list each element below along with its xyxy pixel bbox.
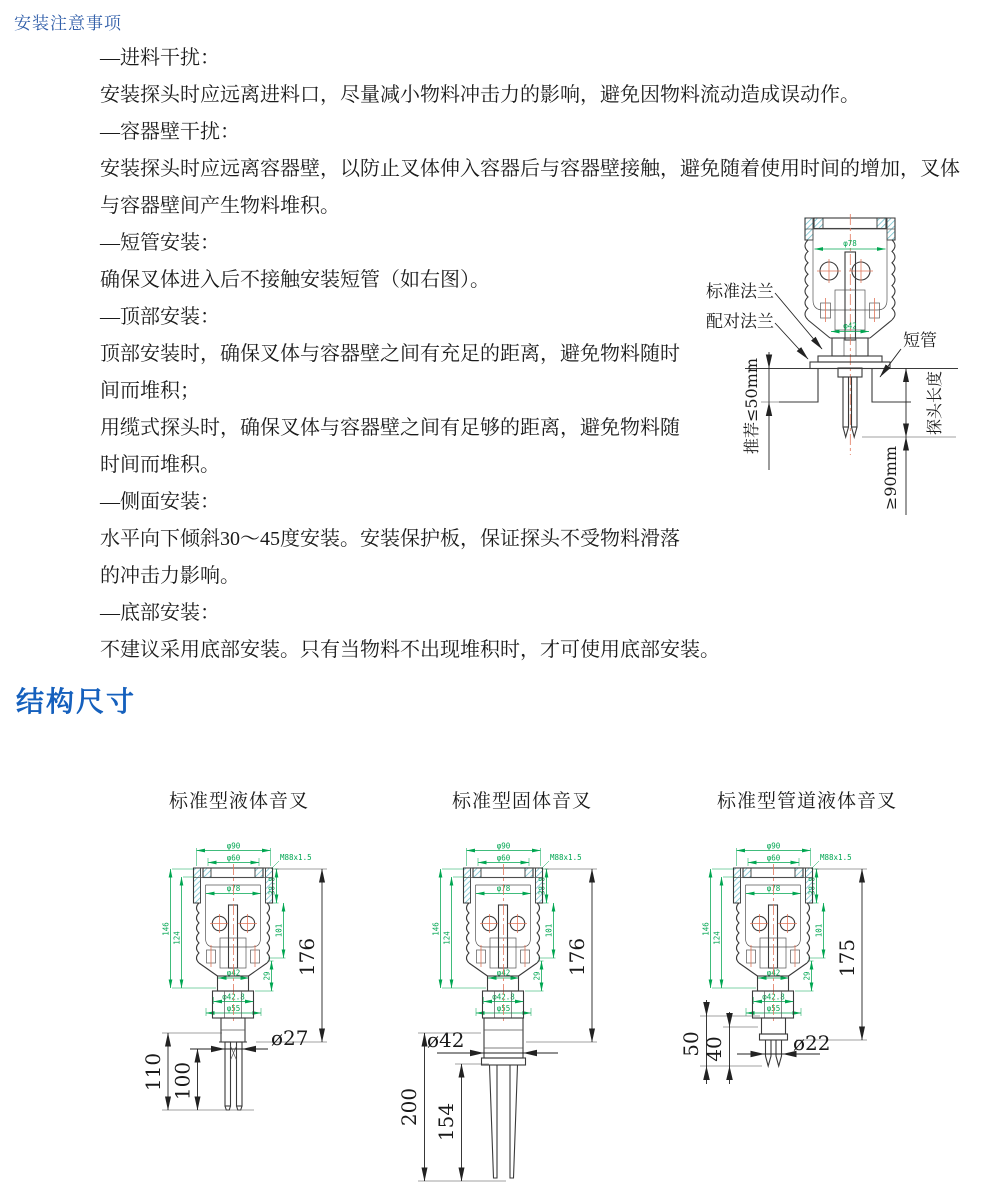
figure-solid-fork bbox=[397, 842, 597, 1182]
fig2-overall-height: 176 bbox=[565, 937, 589, 977]
note-line: —进料干扰： bbox=[100, 47, 220, 69]
fig2-len-inner: 154 bbox=[434, 1102, 458, 1142]
label-probe-length: 探头长度 bbox=[925, 370, 944, 436]
fig1-overall-height: 176 bbox=[295, 937, 319, 977]
figure-title-liquid: 标准型液体音叉 bbox=[168, 791, 309, 812]
note-line: 时间而堆积。 bbox=[100, 454, 220, 476]
page-title: 安装注意事项 bbox=[14, 14, 122, 33]
label-min-clearance: ≥90mm bbox=[881, 445, 900, 511]
note-line: —侧面安装： bbox=[100, 491, 220, 513]
note-line: —短管安装： bbox=[100, 232, 220, 254]
install-dia42-dim: φ42 bbox=[843, 321, 857, 331]
install-annotations bbox=[706, 282, 956, 515]
figure-pipe-liquid-fork bbox=[679, 842, 867, 1085]
note-line: 的冲击力影响。 bbox=[100, 565, 240, 587]
note-line: 顶部安装时，确保叉体与容器壁之间有充足的距离，避免物料随时 bbox=[100, 343, 680, 365]
label-short-pipe: 短管 bbox=[903, 331, 937, 351]
fig2-fork-diameter: ø42 bbox=[427, 1028, 465, 1052]
note-line: —底部安装： bbox=[100, 602, 220, 624]
note-line: —容器壁干扰： bbox=[100, 121, 240, 143]
fig3-overall-height: 175 bbox=[835, 938, 859, 978]
note-line: 水平向下倾斜30～45度安装。安装保护板，保证探头不受物料滑落 bbox=[100, 528, 680, 550]
label-mating-flange: 配对法兰 bbox=[706, 312, 774, 332]
fig1-len-outer: 110 bbox=[141, 1052, 165, 1092]
note-line: 间而堆积； bbox=[100, 380, 200, 402]
fig1-fork-diameter: ø27 bbox=[271, 1026, 309, 1050]
note-line: 确保叉体进入后不接触安装短管（如右图）。 bbox=[100, 269, 490, 291]
installation-diagram bbox=[698, 205, 1000, 535]
structure-drawings bbox=[0, 828, 1000, 1200]
fig1-len-inner: 100 bbox=[170, 1061, 195, 1101]
install-dia78-dim: φ78 bbox=[843, 239, 857, 248]
fig3-len-outer: 50 bbox=[679, 1031, 703, 1057]
figure-title-solid: 标准型固体音叉 bbox=[451, 791, 592, 812]
section-title-structure: 结构尺寸 bbox=[16, 686, 137, 717]
label-recommended-gap: 推荐≤50mm bbox=[742, 357, 761, 455]
note-line: —顶部安装： bbox=[100, 306, 220, 328]
note-line: 不建议采用底部安装。只有当物料不出现堆积时，才可使用底部安装。 bbox=[100, 639, 720, 661]
fig2-len-outer: 200 bbox=[397, 1087, 421, 1127]
note-line: 安装探头时应远离容器壁，以防止叉体伸入容器后与容器壁接触，避免随着使用时间的增加，叉体 bbox=[100, 158, 960, 180]
fig3-fork-diameter: ø22 bbox=[793, 1031, 831, 1055]
note-line: 安装探头时应远离进料口，尽量减小物料冲击力的影响，避免因物料流动造成误动作。 bbox=[100, 84, 860, 106]
label-standard-flange: 标准法兰 bbox=[706, 282, 774, 302]
note-line: 与容器壁间产生物料堆积。 bbox=[100, 195, 340, 217]
fig3-len-inner: 40 bbox=[702, 1036, 726, 1062]
note-line: 用缆式探头时，确保叉体与容器壁之间有足够的距离，避免物料随 bbox=[100, 417, 680, 439]
figure-title-pipe-liquid: 标准型管道液体音叉 bbox=[716, 791, 897, 812]
figure-liquid-fork bbox=[141, 842, 327, 1111]
